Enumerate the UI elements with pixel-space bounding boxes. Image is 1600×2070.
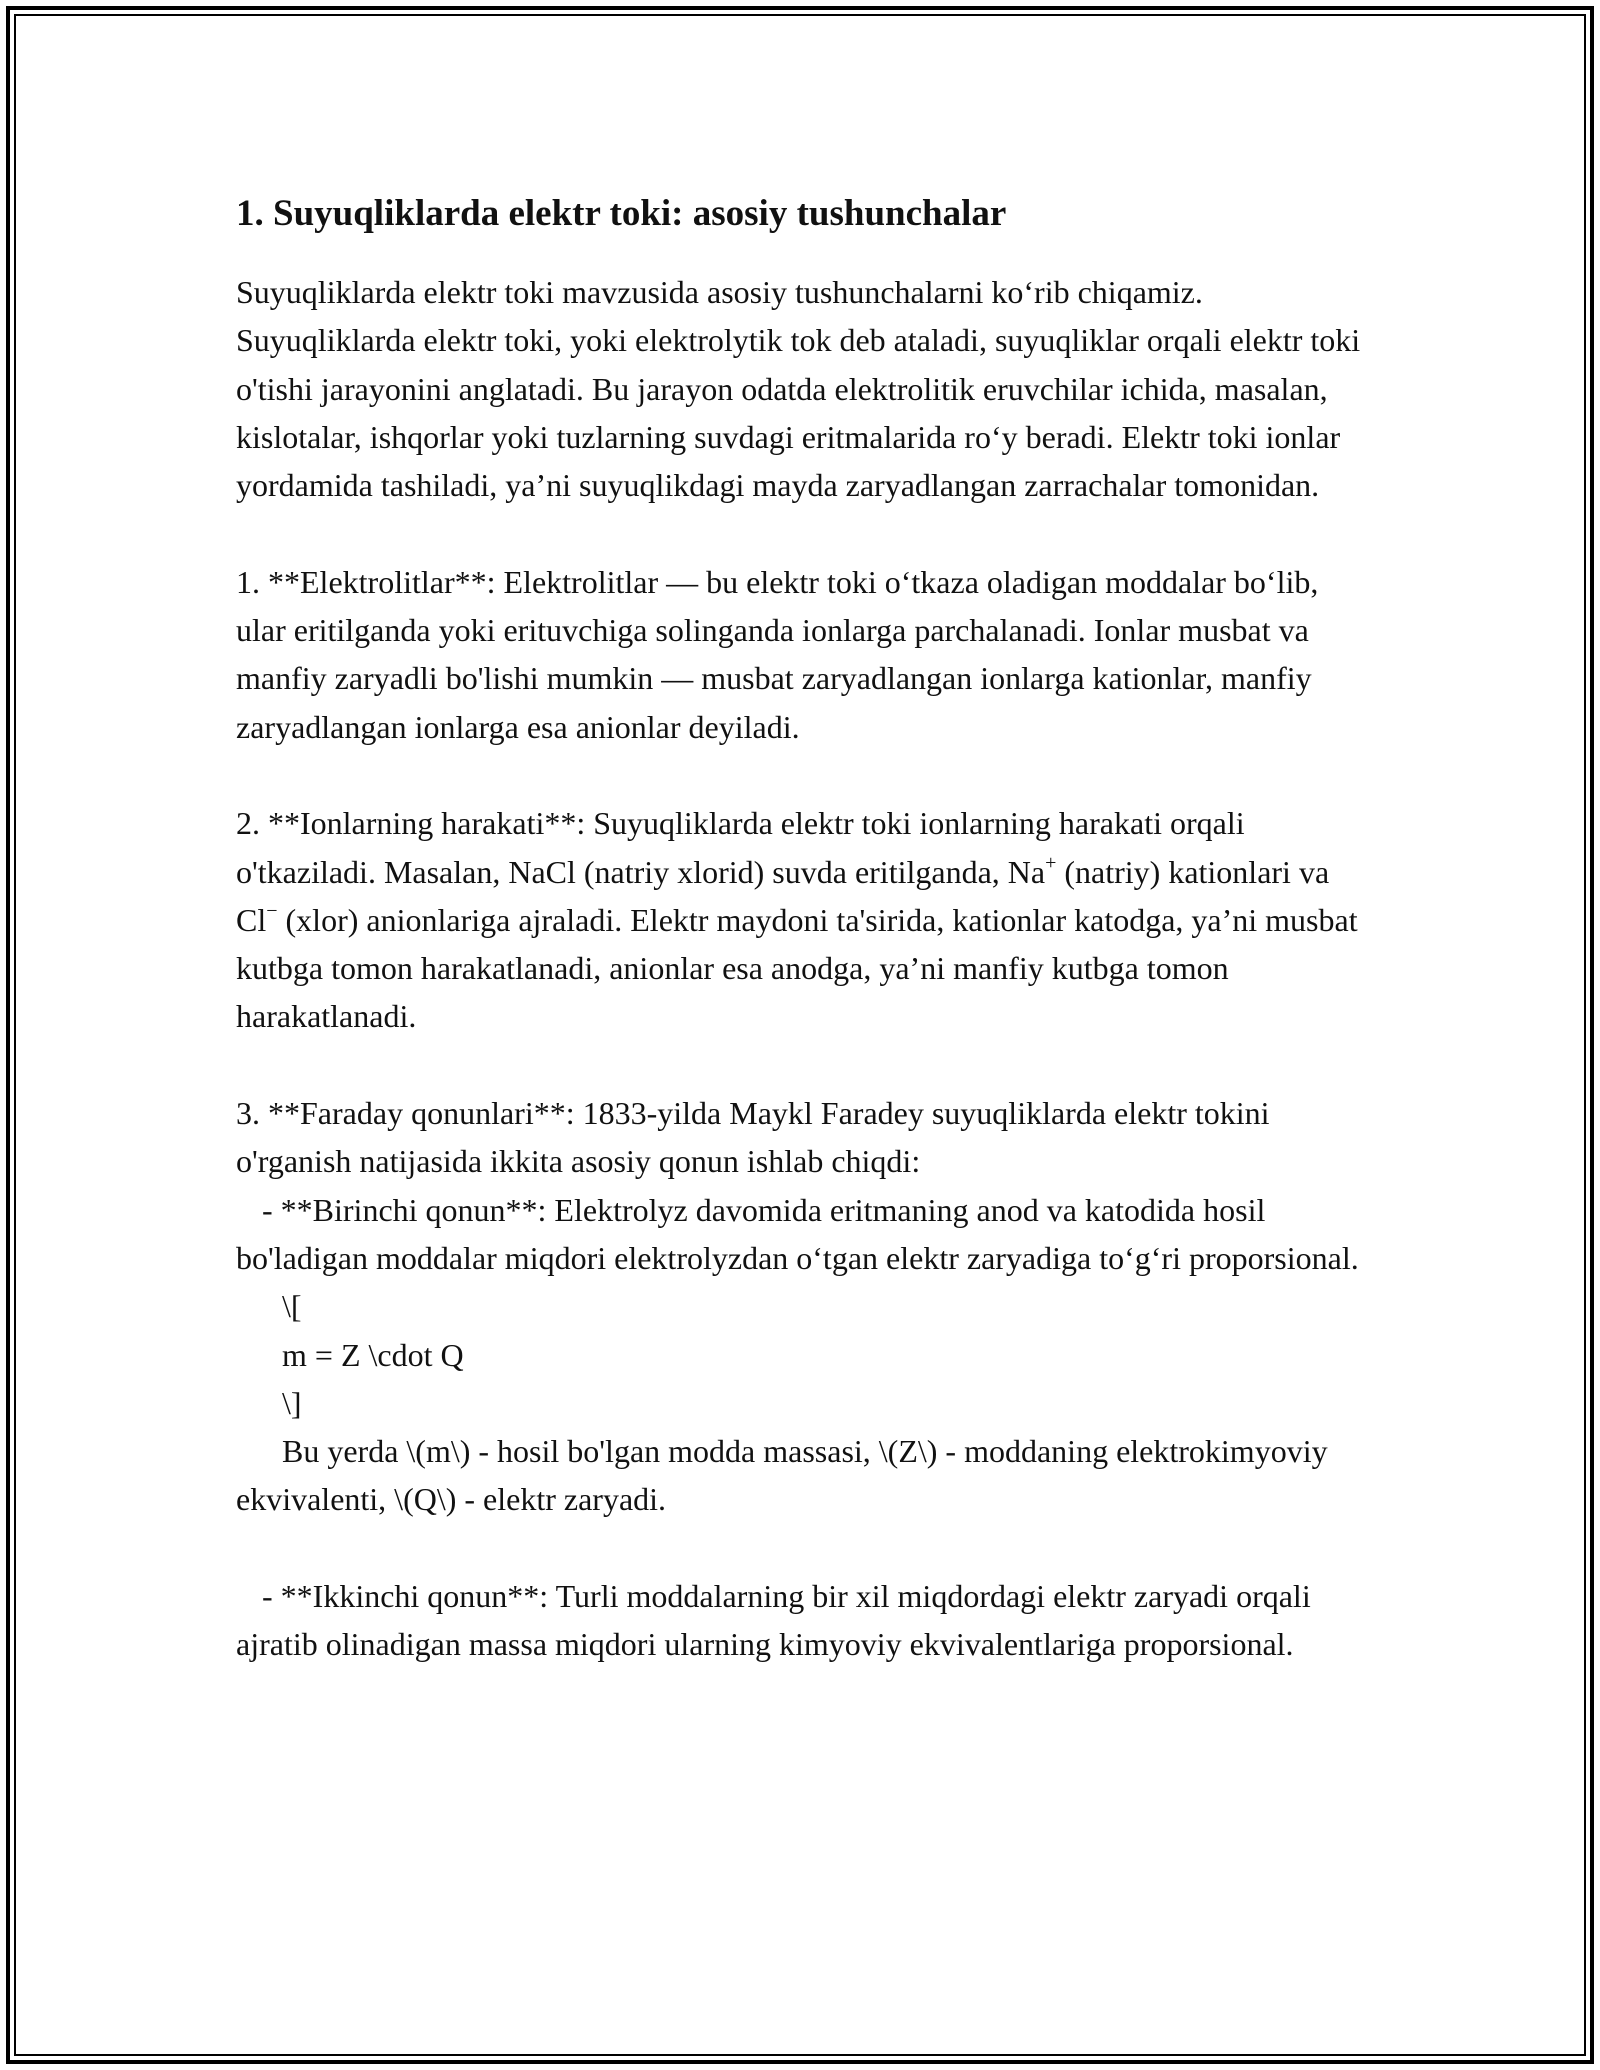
second-law-text: - **Ikkinchi qonun**: Turli moddalarning bir xil miqdordagi elektr zaryadi orqali ajratib olinadigan massa miqdori ularning kimyoviy ekvivalentlariga proporsional. xyxy=(236,1578,1319,1663)
paragraph-gap xyxy=(236,509,1376,557)
paragraph-gap xyxy=(236,1041,1376,1089)
first-law-paragraph xyxy=(236,1186,1376,1283)
section-heading: 1. Suyuqliklarda elektr toki: asosiy tushunchalar xyxy=(236,193,1007,234)
intro-paragraph: Suyuqliklarda elektr toki mavzusida asosiy tushunchalarni ko‘rib chiqamiz. Suyuqliklarda elektr toki, yoki elektrolytik tok deb ataladi, suyuqliklar orqali elektr toki o'tishi jarayonini anglatadi. Bu jarayon odatda elektrolitik eruvchilar ichida, masalan, kislotalar, ishqorlar yoki tuzlarning suvdagi eritmalarida ro‘y beradi. Elektr toki ionlar yordamida tashiladi, ya’ni suyuqlikdagi mayda zaryadlangan zarrachalar tomonidan. xyxy=(236,274,1369,504)
document-content xyxy=(236,190,1376,1669)
sodium-charge-superscript: + xyxy=(1045,851,1057,874)
ion-movement-paragraph xyxy=(236,799,1376,1040)
ion-movement-text-2: (natriy) kationlari va Cl xyxy=(236,853,1338,938)
electrolytes-paragraph: 1. **Elektrolitlar**: Elektrolitlar — bu elektr toki o‘tkaza oladigan moddalar bo‘lib, ular eritilganda yoki erituvchiga solinganda ionlarga parchalanadi. Ionlar musbat va manfiy zaryadli bo'lishi mumkin — musbat zaryadlangan ionlarga kationlar, manfiy zaryadlangan ionlarga esa anionlar deyiladi. xyxy=(236,563,1327,745)
paragraph-gap xyxy=(236,1524,1376,1572)
formula-close: \] xyxy=(282,1384,302,1421)
formula-explanation-text: Bu yerda \(m\) - hosil bo'lgan modda massasi, \(Z\) - moddaning elektrokimyoviy ekvivalenti, \(Q\) - elektr zaryadi. xyxy=(236,1433,1336,1518)
second-law-paragraph xyxy=(236,1572,1376,1669)
first-law-text: - **Birinchi qonun**: Elektrolyz davomida eritmaning anod va katodida hosil bo'ladigan moddalar miqdori elektrolyzdan o‘tgan elektr zaryadiga to‘g‘ri proporsional. xyxy=(236,1191,1359,1276)
ion-movement-text-1: 2. **Ionlarning harakati**: Suyuqliklarda elektr toki ionlarning harakati orqali o'tkaziladi. Masalan, NaCl (natriy xlorid) suvda eritilganda, Na xyxy=(236,805,1253,890)
faraday-intro-paragraph: 3. **Faraday qonunlari**: 1833-yilda Maykl Faradey suyuqliklarda elektr tokini o'rganish natijasida ikkita asosiy qonun ishlab chiqdi: xyxy=(236,1095,1278,1180)
paragraph-gap xyxy=(236,751,1376,799)
chloride-charge-superscript: − xyxy=(266,899,278,922)
formula-open: \[ xyxy=(282,1288,302,1325)
ion-movement-text-3: (xlor) anionlariga ajraladi. Elektr maydoni ta'sirida, kationlar katodga, ya’ni musbat kutbga tomon harakatlanadi, anionlar esa anodga, ya’ni manfiy kutbga tomon harakatlanadi. xyxy=(236,901,1366,1035)
formula-line: m = Z \cdot Q xyxy=(282,1336,464,1373)
formula-explanation xyxy=(236,1427,1376,1524)
